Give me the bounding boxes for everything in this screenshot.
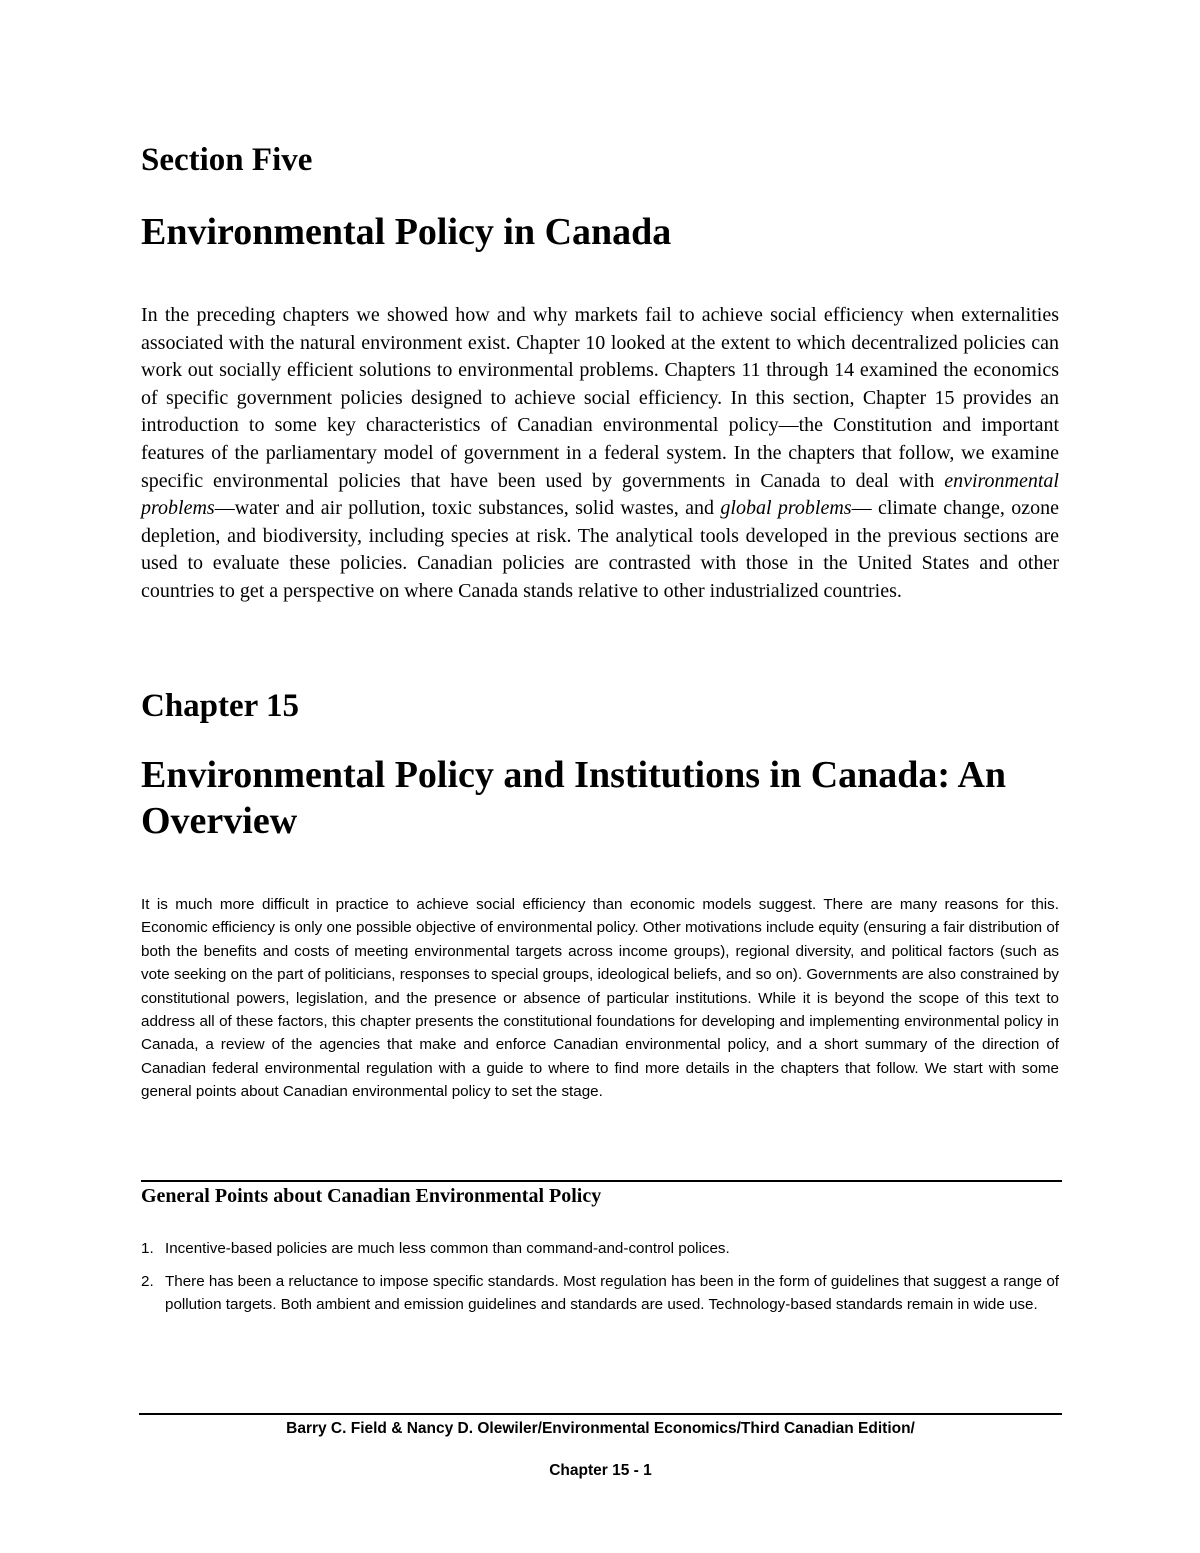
footer-divider — [139, 1413, 1062, 1415]
list-item-number: 2. — [141, 1272, 154, 1290]
list-item — [141, 1271, 1059, 1317]
section-title: Environmental Policy in Canada — [141, 211, 672, 253]
section-label: Section Five — [141, 142, 313, 178]
list-item — [141, 1238, 1059, 1261]
section-intro-paragraph — [141, 302, 1059, 606]
intro-text-part3: — climate change, ozone depletion, and biodiversity, including species at risk. The analytical tools developed in the previous sections are used to evaluate these policies. Canadian policies are contrasted with those in the United States and other countries to get a perspective on where Canada stands relative to other industrialized countries. — [141, 497, 1059, 602]
chapter-title: Environmental Policy and Institutions in Canada: An Overview — [141, 754, 1007, 842]
list-item-number: 1. — [141, 1240, 154, 1257]
general-points-list — [141, 1238, 1059, 1326]
intro-emphasis-global-problems: global problems — [720, 497, 852, 520]
footer-credit: Barry C. Field & Nancy D. Olewiler/Environmental Economics/Third Canadian Edition/ — [286, 1420, 915, 1437]
list-item-text: Incentive-based policies are much less common than command-and-control polices. — [165, 1240, 730, 1257]
general-points-heading: General Points about Canadian Environmental Policy — [141, 1185, 602, 1207]
chapter-intro-paragraph: It is much more difficult in practice to achieve social efficiency than economic models suggest. There are many reasons for this. Economic efficiency is only one possible objective of environmental policy. Other motivations include equity (ensuring a fair distribution of both the benefits and costs of meeting environmental targets across income groups), regional diversity, and political factors (such as vote seeking on the part of politicians, responses to special groups, ideological beliefs, and so on). Governments are also constrained by constitutional powers, legislation, and the presence or absence of particular institutions. While it is beyond the scope of this text to address all of these factors, this chapter presents the constitutional foundations for developing and implementing environmental policy in Canada, a review of the agencies that make and enforce Canadian environmental policy, and a short summary of the direction of Canadian federal environmental regulation with a guide to where to find more details in the chapters that follow. We start with some general points about Canadian environmental policy to set the stage. — [141, 896, 1059, 1101]
heading-divider — [141, 1180, 1062, 1182]
intro-emphasis-environmental-problems: environmental problems — [141, 469, 1059, 520]
intro-text-part2: —water and air pollution, toxic substances, solid wastes, and — [214, 497, 721, 520]
intro-text-part1: In the preceding chapters we showed how and why markets fail to achieve social efficiency when externalities associated with the natural environment exist. Chapter 10 looked at the extent to which decentralized policies can work out socially efficient solutions to environmental problems. Chapters 11 through 14 examined the economics of specific government policies designed to achieve social efficiency. In this section, Chapter 15 provides an introduction to some key characteristics of Canadian environmental policy—the Constitution and important features of the parliamentary model of government in a federal system. In the chapters that follow, we examine specific environmental policies that have been used by governments in Canada to deal with — [141, 304, 1059, 492]
footer-page-number: Chapter 15 - 1 — [549, 1462, 652, 1479]
list-item-text: There has been a reluctance to impose specific standards. Most regulation has been in the form of guidelines that suggest a range of pollution targets. Both ambient and emission guidelines and standards are used. Technology-based standards remain in wide use. — [165, 1272, 1059, 1313]
chapter-label: Chapter 15 — [141, 688, 299, 724]
